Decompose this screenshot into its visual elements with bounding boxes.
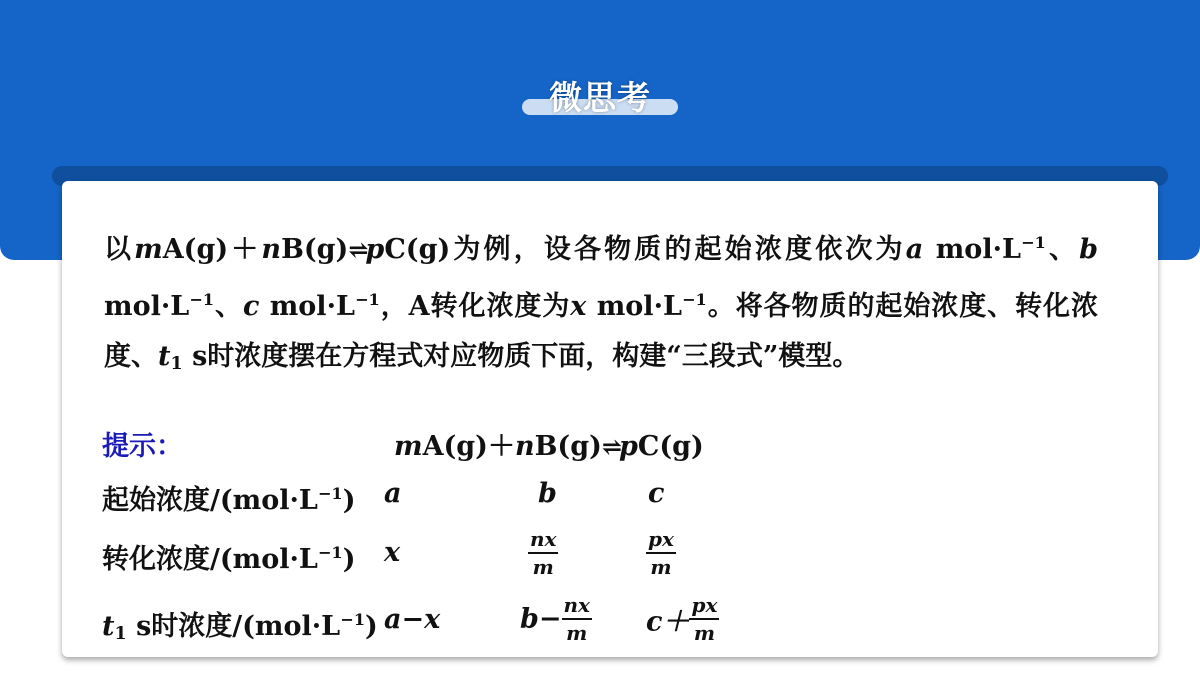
row-initial-b: b	[538, 478, 557, 509]
row-initial-label: 起始浓度$/(mol\cdot L^{-1})$	[102, 484, 356, 516]
row-change-c: $\frac{px}{m}$	[648, 527, 674, 579]
question-paragraph: 以mA(g)＋nB(g)⇌pC(g)为例，设各物质的起始浓度依次为a $mol\cdot L^{-1}$、b $mol\cdot L^{-1}$、c $mol\cdot L^{-1}$，A转化浓度为x $mol\cdot L^{-1}$。将各物质的起始浓度、转化浓度、t1 s时浓度摆在方程式对应物质下面，构建“三段式”模型。	[104, 233, 1098, 374]
reaction-equation: mA(g)＋nB(g)⇌pC(g)	[394, 431, 704, 462]
row-final-label: t1 s时浓度$/(mol\cdot L^{-1})$	[102, 610, 378, 644]
row-change-label: 转化浓度$/(mol\cdot L^{-1})$	[102, 543, 356, 575]
row-initial-c: c	[648, 478, 665, 509]
row-initial-a: a	[384, 478, 402, 509]
row-final-c: c＋ $\frac{px}{m}$	[646, 593, 718, 645]
hint-label: 提示：	[102, 431, 183, 462]
row-change-b: $\frac{nx}{m}$	[530, 527, 557, 579]
row-change-a: x	[384, 537, 401, 568]
page-title: 微思考	[549, 78, 651, 117]
row-final-a: a−x	[384, 604, 441, 635]
row-final-b: b− $\frac{nx}{m}$	[520, 593, 590, 645]
